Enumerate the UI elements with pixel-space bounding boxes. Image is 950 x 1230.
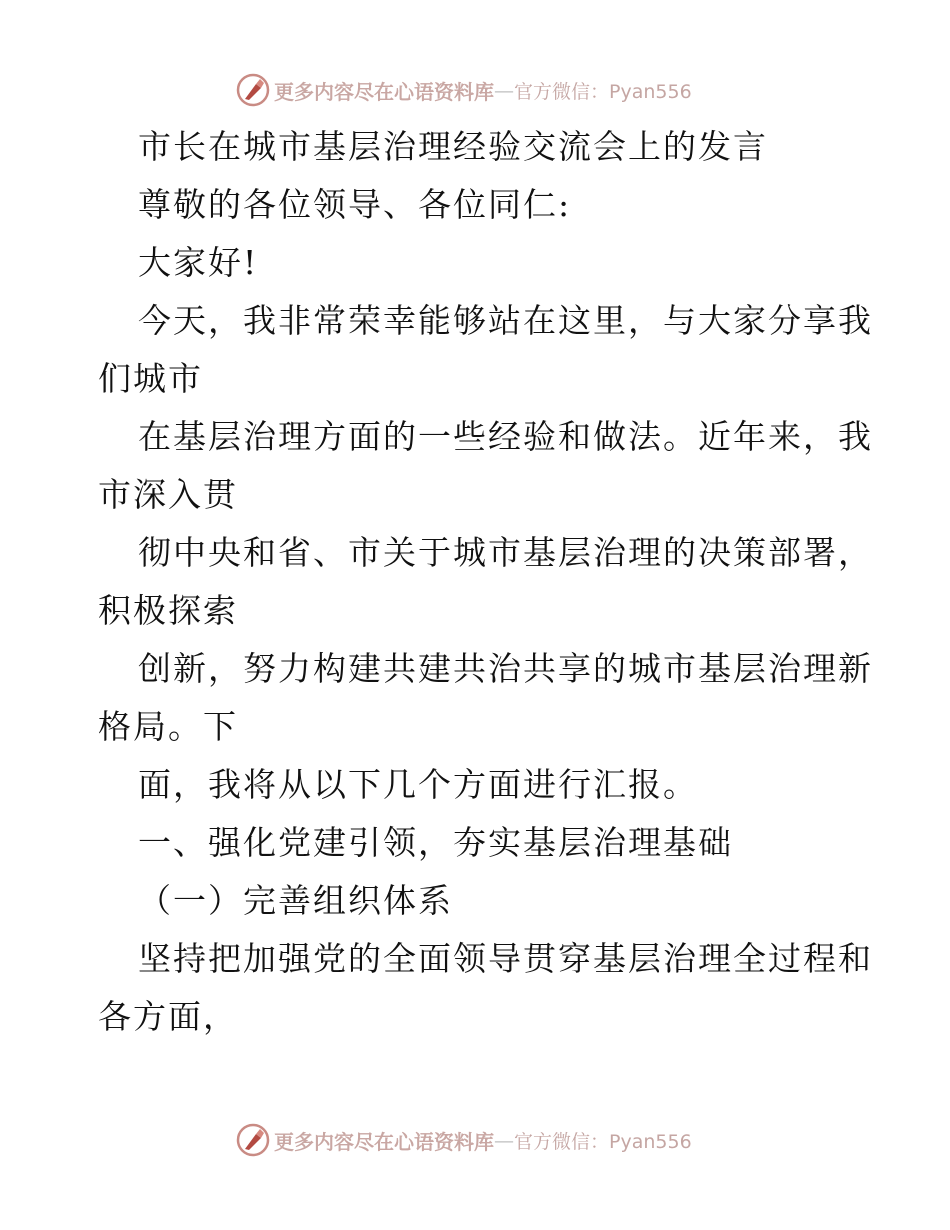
paragraph-line: 创新，努力构建共建共治共享的城市基层治理新 [138, 649, 873, 688]
document-body [98, 118, 873, 1046]
paragraph-line: 彻中央和省、市关于城市基层治理的决策部署， [138, 533, 873, 572]
footer-watermark [236, 1122, 692, 1158]
paragraph-line: 各方面， [98, 997, 238, 1036]
watermark-text: 更多内容尽在心语资料库 [274, 1129, 494, 1154]
watermark-subtext: 官方微信：Pyan556 [514, 80, 692, 103]
paragraph-line: 坚持把加强党的全面领导贯穿基层治理全过程和 [138, 939, 873, 978]
watermark-text: 更多内容尽在心语资料库 [274, 79, 494, 104]
paragraph-line: 在基层治理方面的一些经验和做法。近年来，我 [138, 417, 873, 456]
section-heading: 一、强化党建引领，夯实基层治理基础 [138, 823, 733, 862]
paragraph-line: 市深入贯 [98, 475, 238, 514]
watermark-subtext: 官方微信：Pyan556 [514, 1130, 692, 1153]
header-watermark [236, 72, 692, 108]
paragraph-line: 积极探索 [98, 591, 238, 630]
watermark-separator: — [494, 1128, 514, 1152]
paragraph-line: 面，我将从以下几个方面进行汇报。 [138, 765, 698, 804]
subsection-heading: （一）完善组织体系 [138, 881, 453, 920]
paragraph-line: 格局。下 [98, 707, 238, 746]
greeting: 大家好! [138, 243, 259, 282]
salutation: 尊敬的各位领导、各位同仁: [138, 185, 572, 224]
pen-nib-circle-icon [236, 73, 270, 107]
paragraph-line: 今天，我非常荣幸能够站在这里，与大家分享我 [138, 301, 873, 340]
watermark-separator: — [494, 78, 514, 102]
pen-nib-circle-icon [236, 1123, 270, 1157]
paragraph-line: 们城市 [98, 359, 203, 398]
document-title: 市长在城市基层治理经验交流会上的发言 [138, 127, 768, 166]
